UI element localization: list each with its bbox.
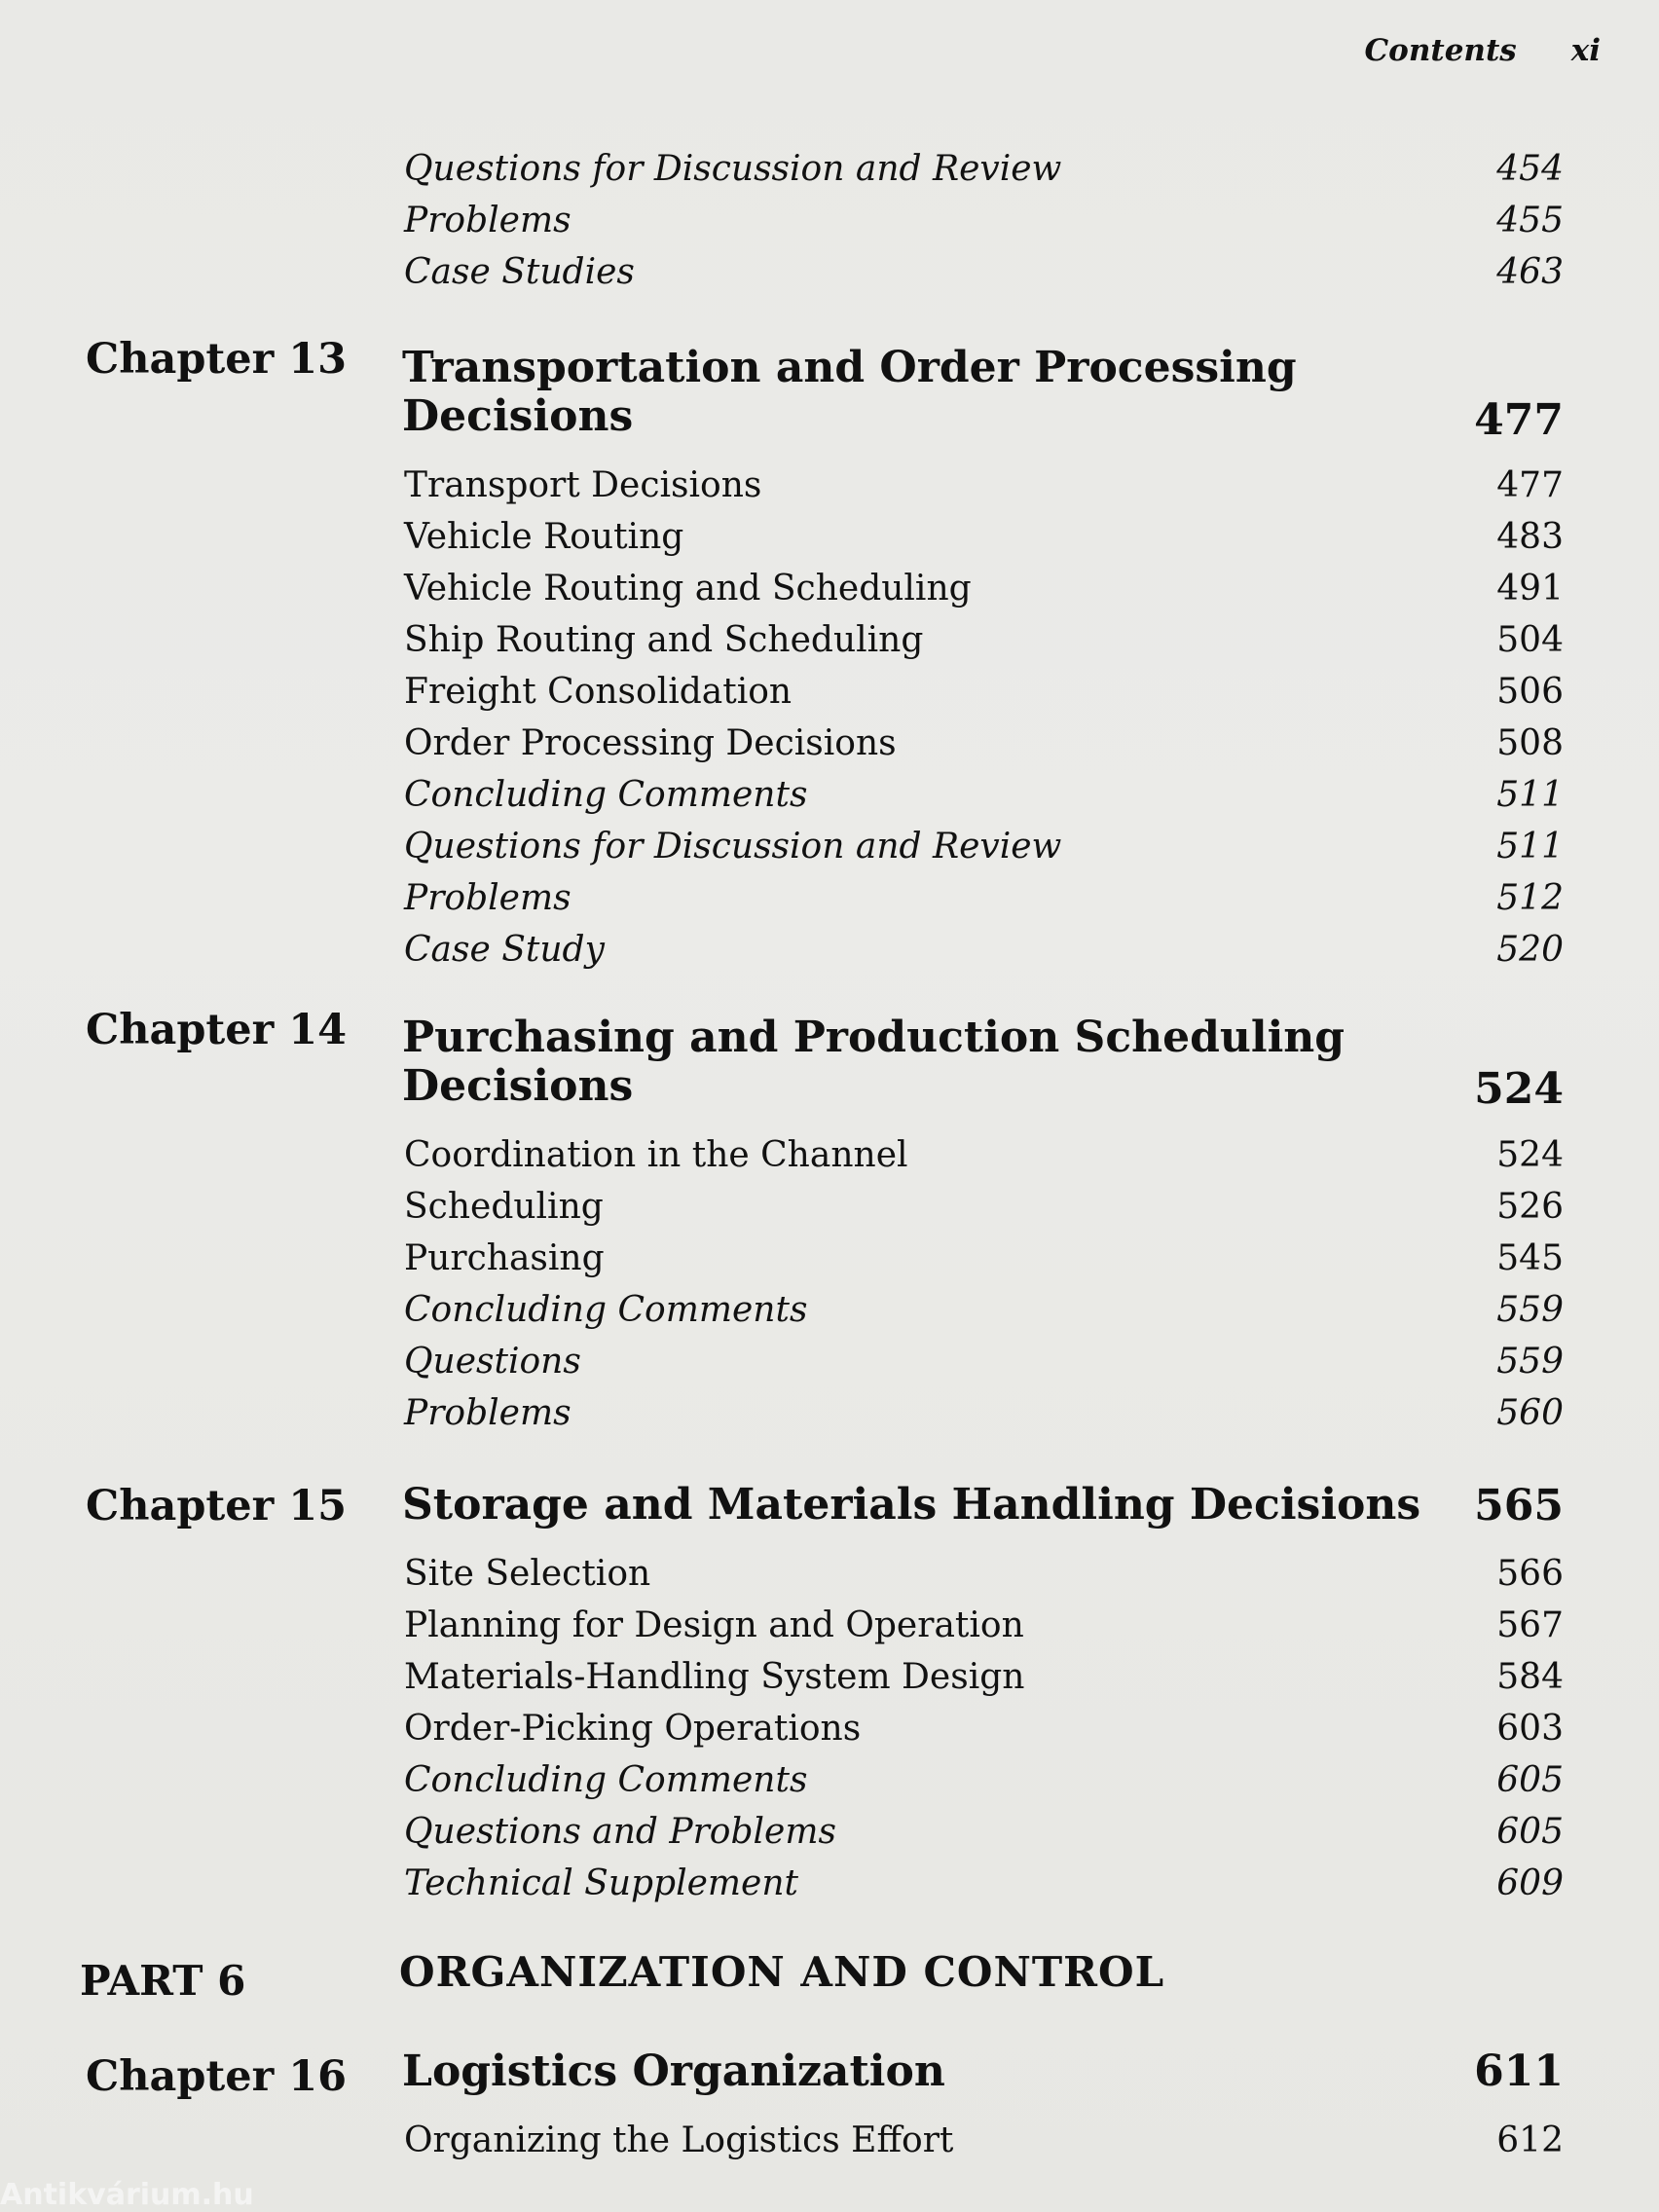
toc-entry-page: 545 (1496, 1238, 1564, 1278)
toc-entry-title: Scheduling (404, 1187, 604, 1227)
toc-entry[interactable] (0, 1549, 1659, 1600)
toc-entry-title: Vehicle Routing and Scheduling (404, 569, 972, 608)
toc-entry-title: Questions for Discussion and Review (404, 827, 1062, 866)
watermark: Antikvárium.hu (0, 2178, 254, 2212)
toc-entry-page: 512 (1496, 878, 1564, 918)
toc-entry[interactable] (0, 2116, 1659, 2166)
toc-entry-title: Concluding Comments (404, 1290, 808, 1330)
part-label: PART 6 (80, 1957, 246, 2005)
toc-entry[interactable] (0, 1755, 1659, 1806)
toc-entry[interactable] (0, 719, 1659, 769)
toc-entry[interactable] (0, 1182, 1659, 1233)
chapter-page: 611 (1474, 2046, 1564, 2096)
toc-entry-title: Technical Supplement (404, 1863, 798, 1903)
toc-entry-page: 520 (1496, 930, 1564, 970)
chapter-label: Chapter 16 (86, 2052, 348, 2101)
toc-entry-page: 603 (1496, 1709, 1564, 1749)
toc-entry-title: Planning for Design and Operation (404, 1605, 1024, 1645)
chapter-label: Chapter 13 (86, 335, 348, 384)
toc-entry-title: Problems (404, 878, 571, 918)
toc-entry-page: 477 (1496, 465, 1564, 505)
toc-entry[interactable] (0, 1601, 1659, 1651)
chapter-page: 565 (1474, 1481, 1564, 1530)
chapter-label: Chapter 14 (86, 1006, 348, 1054)
toc-entry-title: Materials-Handling System Design (404, 1657, 1025, 1697)
toc-entry-page: 605 (1496, 1812, 1564, 1852)
toc-entry[interactable] (0, 1130, 1659, 1181)
toc-entry-title: Case Studies (404, 252, 635, 292)
toc-entry[interactable] (0, 196, 1659, 246)
toc-entry-page: 584 (1496, 1657, 1564, 1697)
toc-entry[interactable] (0, 1388, 1659, 1439)
toc-entry-title: Freight Consolidation (404, 672, 793, 712)
toc-entry[interactable] (0, 667, 1659, 718)
toc-entry[interactable] (0, 770, 1659, 821)
chapter-title[interactable]: Storage and Materials Handling Decisions (402, 1480, 1421, 1530)
toc-entry-page: 526 (1496, 1187, 1564, 1227)
toc-entry-page: 559 (1496, 1290, 1564, 1330)
toc-entry-page: 483 (1496, 517, 1564, 557)
toc-entry-title: Problems (404, 201, 571, 240)
toc-entry[interactable] (0, 1234, 1659, 1284)
toc-entry-title: Order Processing Decisions (404, 723, 897, 763)
toc-entry-page: 511 (1496, 775, 1564, 815)
toc-entry-title: Concluding Comments (404, 1760, 808, 1800)
toc-entry[interactable] (0, 925, 1659, 976)
running-header-section: Contents (1364, 33, 1517, 68)
chapter-title[interactable]: Logistics Organization (402, 2046, 945, 2096)
toc-entry[interactable] (0, 1652, 1659, 1703)
toc-entry-page: 559 (1496, 1342, 1564, 1382)
toc-entry-title: Case Study (404, 930, 605, 970)
chapter-title[interactable]: Purchasing and Production Scheduling (402, 1013, 1346, 1062)
toc-entry-title: Site Selection (404, 1554, 651, 1594)
toc-entry-title: Organizing the Logistics Effort (404, 2120, 954, 2160)
toc-entry-page: 612 (1496, 2120, 1564, 2160)
toc-entry-title: Purchasing (404, 1238, 605, 1278)
toc-entry-page: 504 (1496, 620, 1564, 660)
toc-entry-title: Questions for Discussion and Review (404, 149, 1062, 189)
chapter-title-line2[interactable]: Decisions (402, 391, 634, 441)
chapter-page: 524 (1474, 1064, 1564, 1114)
toc-entry-page: 455 (1496, 201, 1564, 240)
toc-entry-title: Concluding Comments (404, 775, 808, 815)
toc-entry-page: 560 (1496, 1393, 1564, 1433)
toc-entry[interactable] (0, 1337, 1659, 1387)
toc-entry-page: 605 (1496, 1760, 1564, 1800)
toc-entry[interactable] (0, 1859, 1659, 1909)
toc-entry-title: Order-Picking Operations (404, 1709, 862, 1749)
running-header (1364, 33, 1601, 68)
toc-entry[interactable] (0, 615, 1659, 666)
toc-entry-page: 454 (1496, 149, 1564, 189)
toc-entry-title: Vehicle Routing (404, 517, 684, 557)
toc-entry-page: 508 (1496, 723, 1564, 763)
running-header-page: xi (1570, 33, 1601, 68)
toc-entry[interactable] (0, 564, 1659, 614)
toc-entry-page: 491 (1496, 569, 1564, 608)
toc-entry[interactable] (0, 144, 1659, 195)
toc-entry[interactable] (0, 247, 1659, 298)
toc-entry-title: Questions (404, 1342, 581, 1382)
toc-entry-page: 524 (1496, 1135, 1564, 1175)
toc-entry[interactable] (0, 1704, 1659, 1754)
toc-entry[interactable] (0, 1807, 1659, 1858)
toc-entry[interactable] (0, 461, 1659, 511)
chapter-page: 477 (1474, 395, 1564, 445)
toc-entry-title: Questions and Problems (404, 1812, 836, 1852)
toc-entry-page: 511 (1496, 827, 1564, 866)
toc-entry[interactable] (0, 822, 1659, 872)
toc-entry-page: 567 (1496, 1605, 1564, 1645)
toc-entry-title: Problems (404, 1393, 571, 1433)
part-title[interactable]: ORGANIZATION AND CONTROL (399, 1948, 1165, 1996)
toc-entry[interactable] (0, 873, 1659, 924)
toc-entry-title: Ship Routing and Scheduling (404, 620, 924, 660)
chapter-title[interactable]: Transportation and Order Processing (402, 343, 1297, 392)
toc-entry-title: Coordination in the Channel (404, 1135, 908, 1175)
toc-entry-page: 463 (1496, 252, 1564, 292)
toc-entry-page: 609 (1496, 1863, 1564, 1903)
toc-entry[interactable] (0, 1285, 1659, 1336)
toc-entry-page: 506 (1496, 672, 1564, 712)
chapter-label: Chapter 15 (86, 1482, 348, 1530)
toc-entry-page: 566 (1496, 1554, 1564, 1594)
chapter-title-line2[interactable]: Decisions (402, 1061, 634, 1111)
toc-entry-title: Transport Decisions (404, 465, 762, 505)
toc-entry[interactable] (0, 512, 1659, 563)
